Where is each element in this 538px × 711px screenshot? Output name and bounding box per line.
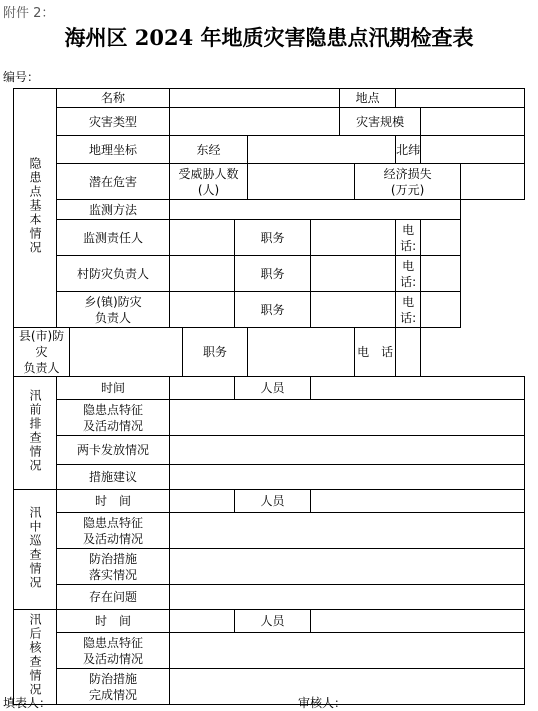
mid-staff-label: 人员	[235, 490, 311, 513]
code-label: 编号：	[3, 70, 40, 84]
hazard-scale-label: 灾害规模	[340, 108, 421, 136]
mid-time-label: 时 间	[57, 490, 170, 513]
section-post-flood: 汛后核查情况	[14, 610, 57, 705]
village-person-field[interactable]	[170, 256, 235, 292]
mid-feature-field[interactable]	[170, 513, 525, 549]
pre-time-label: 时间	[57, 377, 170, 400]
monitor-phone-label: 电 话:	[396, 220, 421, 256]
attachment-label: 附件 2：	[3, 6, 55, 21]
reviewer-label: 审核人：	[298, 696, 347, 710]
east-field[interactable]	[248, 136, 396, 164]
economic-loss-label: 经济损失 (万元)	[355, 164, 461, 200]
pre-staff-field[interactable]	[311, 377, 525, 400]
county-phone-field[interactable]	[396, 328, 421, 377]
mid-staff-field[interactable]	[311, 490, 525, 513]
hazard-type-label: 灾害类型	[57, 108, 170, 136]
pre-suggestion-label: 措施建议	[57, 465, 170, 490]
mid-issues-field[interactable]	[170, 585, 525, 610]
filler-label: 填表人：	[3, 696, 52, 710]
section-basic-info: 隐患点基本情况	[14, 89, 57, 328]
county-phone-label: 电 话	[355, 328, 396, 377]
town-person-label: 乡(镇)防灾 负责人	[57, 292, 170, 328]
town-person-field[interactable]	[170, 292, 235, 328]
post-staff-label: 人员	[235, 610, 311, 633]
hazard-type-field[interactable]	[170, 108, 340, 136]
mid-time-field[interactable]	[170, 490, 235, 513]
location-field[interactable]	[396, 89, 525, 108]
county-position-label: 职务	[183, 328, 248, 377]
post-time-label: 时 间	[57, 610, 170, 633]
hazard-scale-field[interactable]	[421, 108, 525, 136]
village-person-label: 村防灾负责人	[57, 256, 170, 292]
name-label: 名称	[57, 89, 170, 108]
monitor-phone-field[interactable]	[421, 220, 461, 256]
village-position-field[interactable]	[311, 256, 396, 292]
town-phone-label: 电 话:	[396, 292, 421, 328]
location-label: 地点	[340, 89, 396, 108]
post-measures-label: 防治措施 完成情况	[57, 669, 170, 705]
pre-cards-field[interactable]	[170, 436, 525, 465]
monitor-position-label: 职务	[235, 220, 311, 256]
post-measures-field[interactable]	[170, 669, 525, 705]
east-label: 东经	[170, 136, 248, 164]
mid-measures-field[interactable]	[170, 549, 525, 585]
coords-label: 地理坐标	[57, 136, 170, 164]
section-mid-flood: 汛中巡查情况	[14, 490, 57, 610]
town-position-label: 职务	[235, 292, 311, 328]
village-position-label: 职务	[235, 256, 311, 292]
post-time-field[interactable]	[170, 610, 235, 633]
pre-feature-label: 隐患点特征 及活动情况	[57, 400, 170, 436]
pre-cards-label: 两卡发放情况	[57, 436, 170, 465]
county-position-field[interactable]	[248, 328, 355, 377]
mid-feature-label: 隐患点特征 及活动情况	[57, 513, 170, 549]
post-staff-field[interactable]	[311, 610, 525, 633]
mid-issues-label: 存在问题	[57, 585, 170, 610]
town-phone-field[interactable]	[421, 292, 461, 328]
village-phone-field[interactable]	[421, 256, 461, 292]
potential-hazard-label: 潜在危害	[57, 164, 170, 200]
county-person-field[interactable]	[70, 328, 183, 377]
threatened-people-label: 受威胁人数 (人)	[170, 164, 248, 200]
page-title: 海州区 2024 年地质灾害隐患点汛期检查表	[64, 25, 474, 50]
inspection-form-table	[13, 88, 525, 705]
pre-staff-label: 人员	[235, 377, 311, 400]
town-position-field[interactable]	[311, 292, 396, 328]
section-pre-flood: 汛前排查情况	[14, 377, 57, 490]
pre-suggestion-field[interactable]	[170, 465, 525, 490]
north-field[interactable]	[421, 136, 525, 164]
monitor-method-label: 监测方法	[57, 200, 170, 220]
pre-time-field[interactable]	[170, 377, 235, 400]
mid-measures-label: 防治措施 落实情况	[57, 549, 170, 585]
economic-loss-field[interactable]	[461, 164, 525, 200]
name-field[interactable]	[170, 89, 340, 108]
pre-feature-field[interactable]	[170, 400, 525, 436]
monitor-person-label: 监测责任人	[57, 220, 170, 256]
monitor-position-field[interactable]	[311, 220, 396, 256]
threatened-people-field[interactable]	[248, 164, 355, 200]
monitor-person-field[interactable]	[170, 220, 235, 256]
village-phone-label: 电 话:	[396, 256, 421, 292]
north-label: 北纬	[396, 136, 421, 164]
county-person-label: 县(市)防灾 负责人	[14, 328, 70, 377]
monitor-method-field[interactable]	[170, 200, 461, 220]
post-feature-field[interactable]	[170, 633, 525, 669]
post-feature-label: 隐患点特征 及活动情况	[57, 633, 170, 669]
